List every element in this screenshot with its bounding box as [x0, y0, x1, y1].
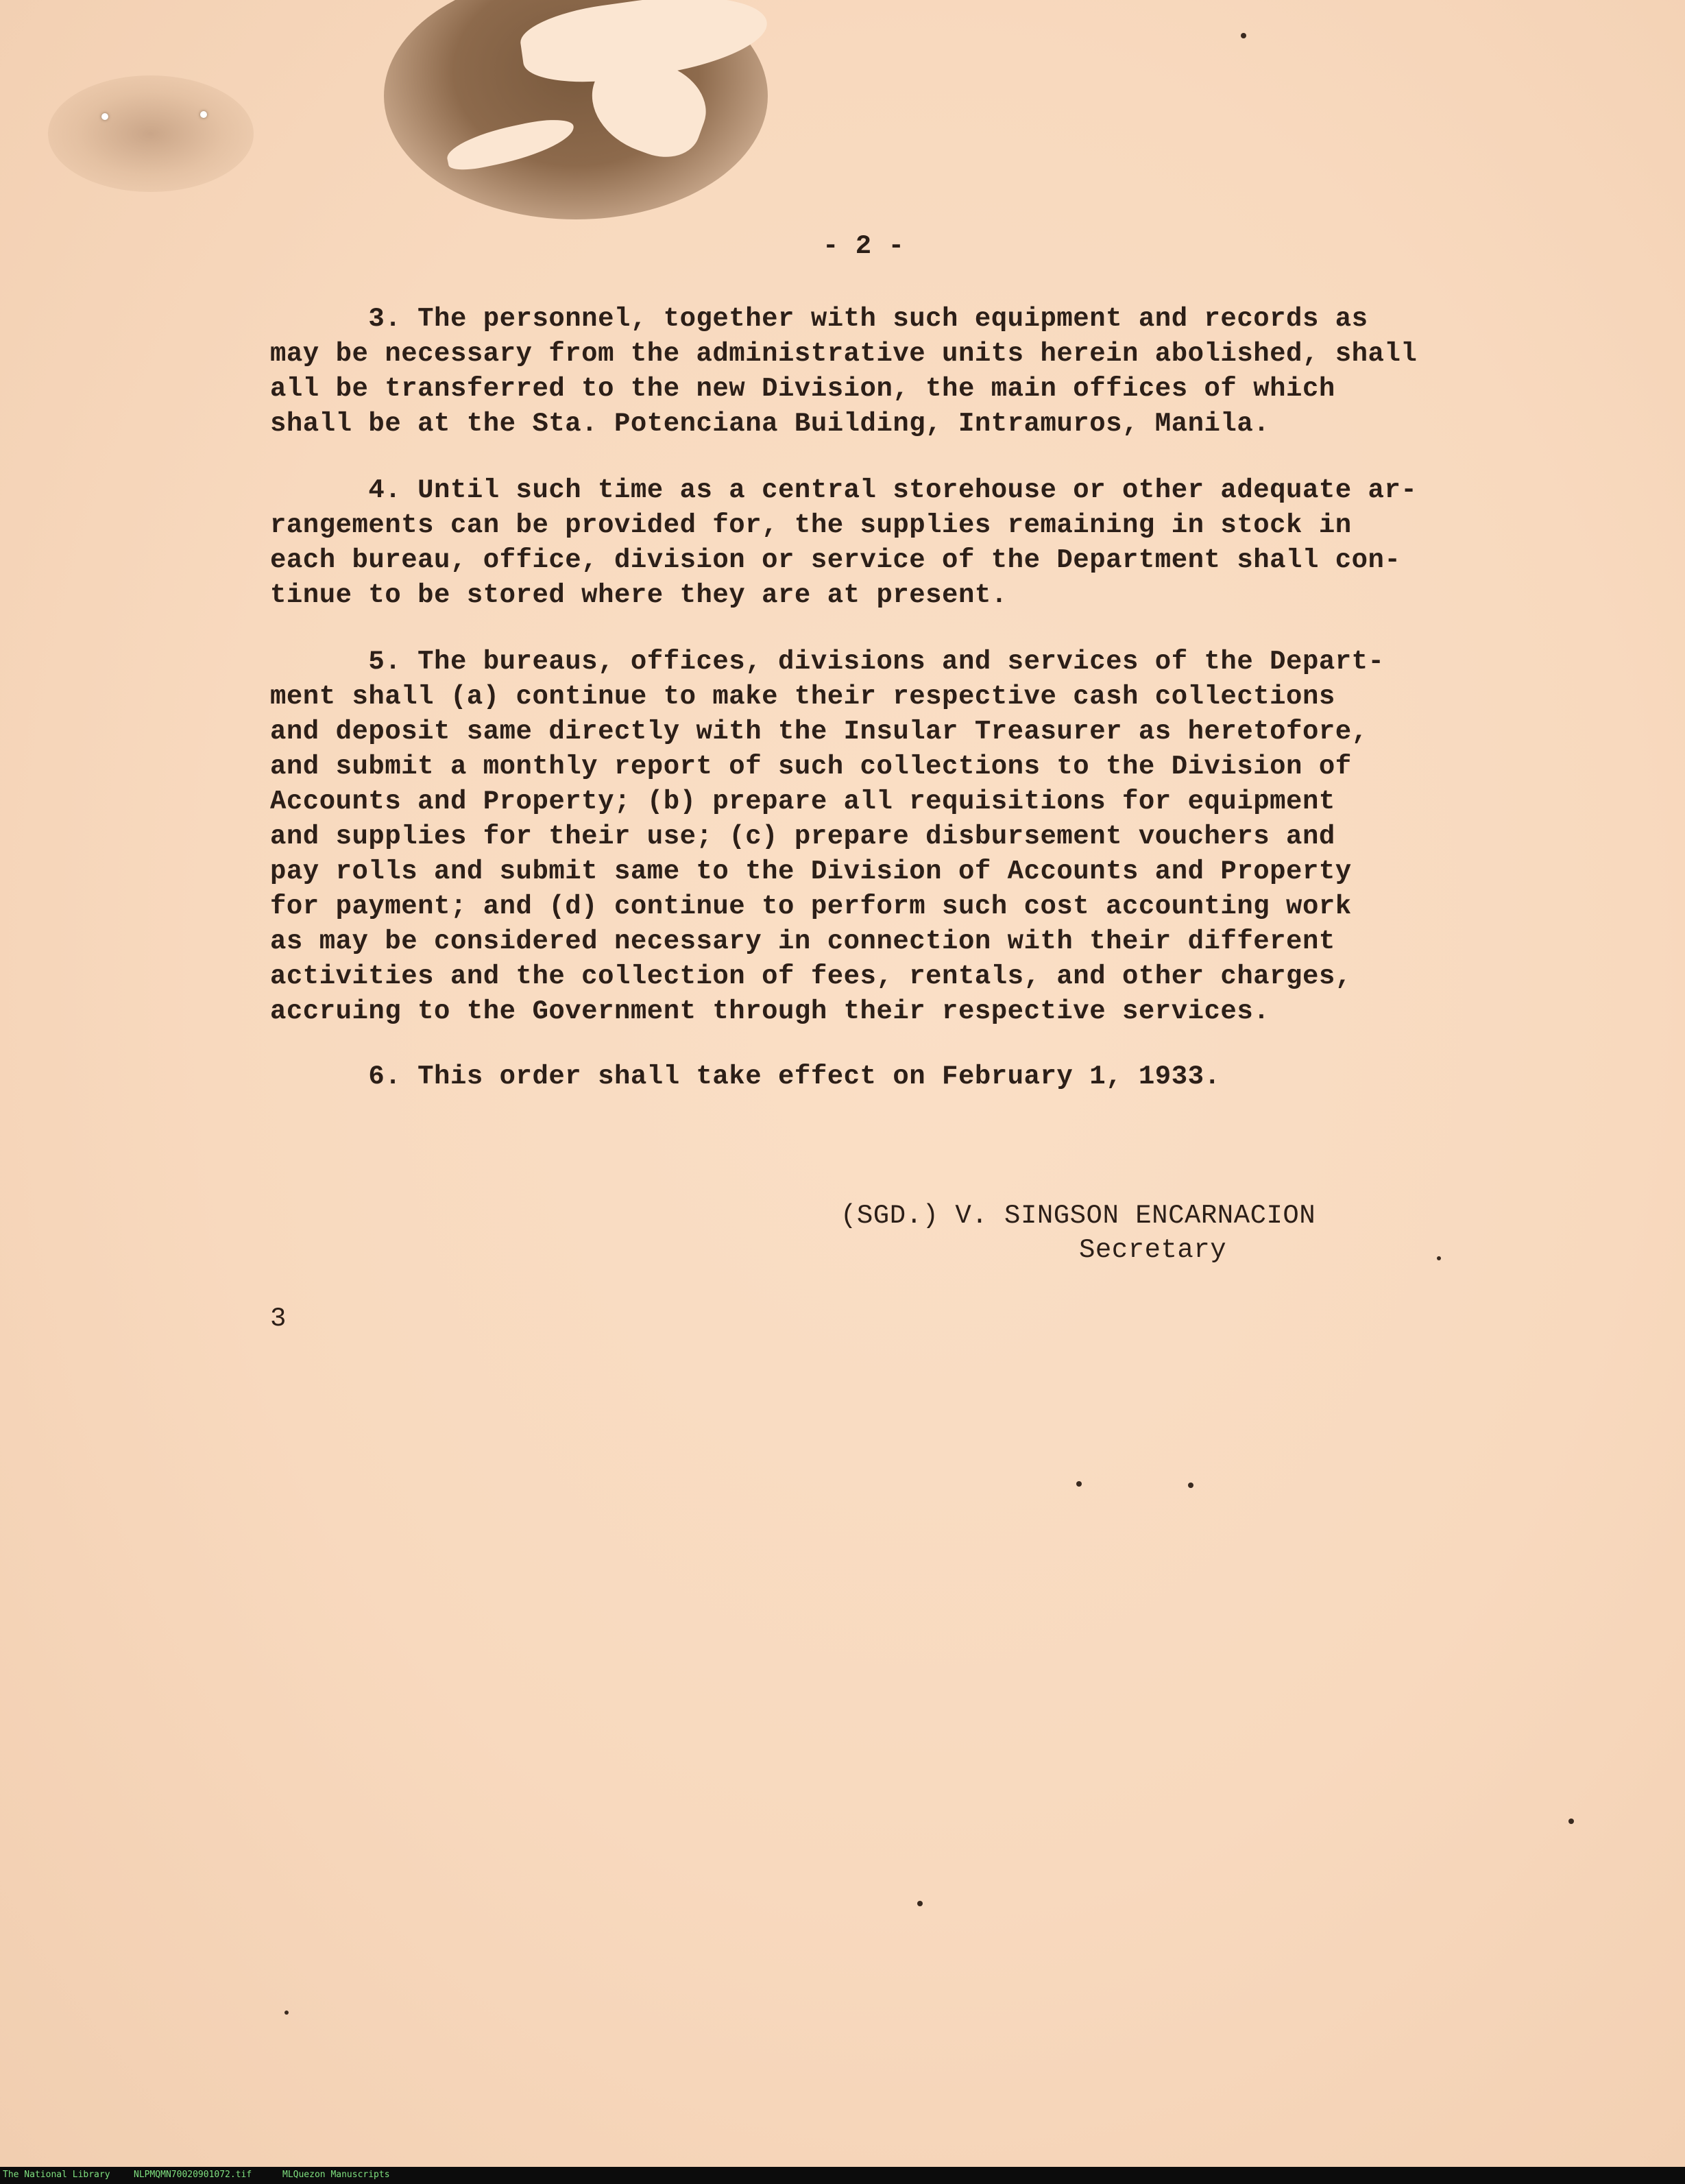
text-line: may be necessary from the administrative units herein abolished, shall [270, 339, 1418, 369]
paragraph-5 [270, 645, 1384, 1029]
speck [1188, 1483, 1193, 1488]
text-line: Accounts and Property; (b) prepare all requisitions for equipment [270, 787, 1335, 817]
footer-library: The National Library [3, 2170, 110, 2180]
text-line: each bureau, office, division or service of the Department shall con- [270, 545, 1401, 575]
speck [284, 2011, 289, 2015]
signature-name: (SGD.) V. SINGSON ENCARNACION [840, 1201, 1316, 1231]
speck [917, 1901, 923, 1906]
stain-mark [48, 75, 254, 192]
punch-hole [101, 113, 108, 120]
text-line: rangements can be provided for, the supplies remaining in stock in [270, 510, 1352, 540]
paragraph-6 [270, 1059, 1220, 1094]
text-line: 4. Until such time as a central storehouse or other adequate ar- [270, 475, 1418, 505]
speck [1437, 1256, 1441, 1260]
text-line: and supplies for their use; (c) prepare disbursement vouchers and [270, 821, 1335, 852]
text-line: 3. The personnel, together with such equipment and records as [270, 304, 1368, 334]
text-line: for payment; and (d) continue to perform such cost accounting work [270, 891, 1352, 922]
text-line: and submit a monthly report of such collections to the Division of [270, 752, 1352, 782]
paragraph-4 [270, 473, 1417, 613]
text-line: ment shall (a) continue to make their respective cash collections [270, 682, 1335, 712]
file-number: 3 [270, 1304, 287, 1334]
page-number: - 2 - [823, 231, 905, 261]
text-line: accruing to the Government through their respective services. [270, 996, 1270, 1027]
text-line: pay rolls and submit same to the Division of Accounts and Property [270, 856, 1352, 887]
text-line: as may be considered necessary in connection with their different [270, 926, 1335, 957]
paragraph-3 [270, 302, 1417, 442]
speck [1076, 1481, 1082, 1487]
text-line: 6. This order shall take effect on February 1, 1933. [270, 1061, 1221, 1092]
text-line: activities and the collection of fees, rentals, and other charges, [270, 961, 1352, 992]
text-line: 5. The bureaus, offices, divisions and services of the Depart- [270, 647, 1385, 677]
footer-collection: MLQuezon Manuscripts [282, 2170, 390, 2180]
footer-filename: NLPMQMN70020901072.tif [134, 2170, 252, 2180]
text-line: all be transferred to the new Division, the main offices of which [270, 374, 1335, 404]
speck [1568, 1819, 1574, 1824]
text-line: and deposit same directly with the Insular Treasurer as heretofore, [270, 717, 1368, 747]
text-line: tinue to be stored where they are at present. [270, 580, 1008, 610]
signature-title: Secretary [1079, 1235, 1227, 1265]
text-line: shall be at the Sta. Potenciana Building, Intramuros, Manila. [270, 409, 1270, 439]
punch-hole [200, 111, 207, 118]
speck [1241, 33, 1246, 38]
scan-footer [0, 2167, 1685, 2184]
